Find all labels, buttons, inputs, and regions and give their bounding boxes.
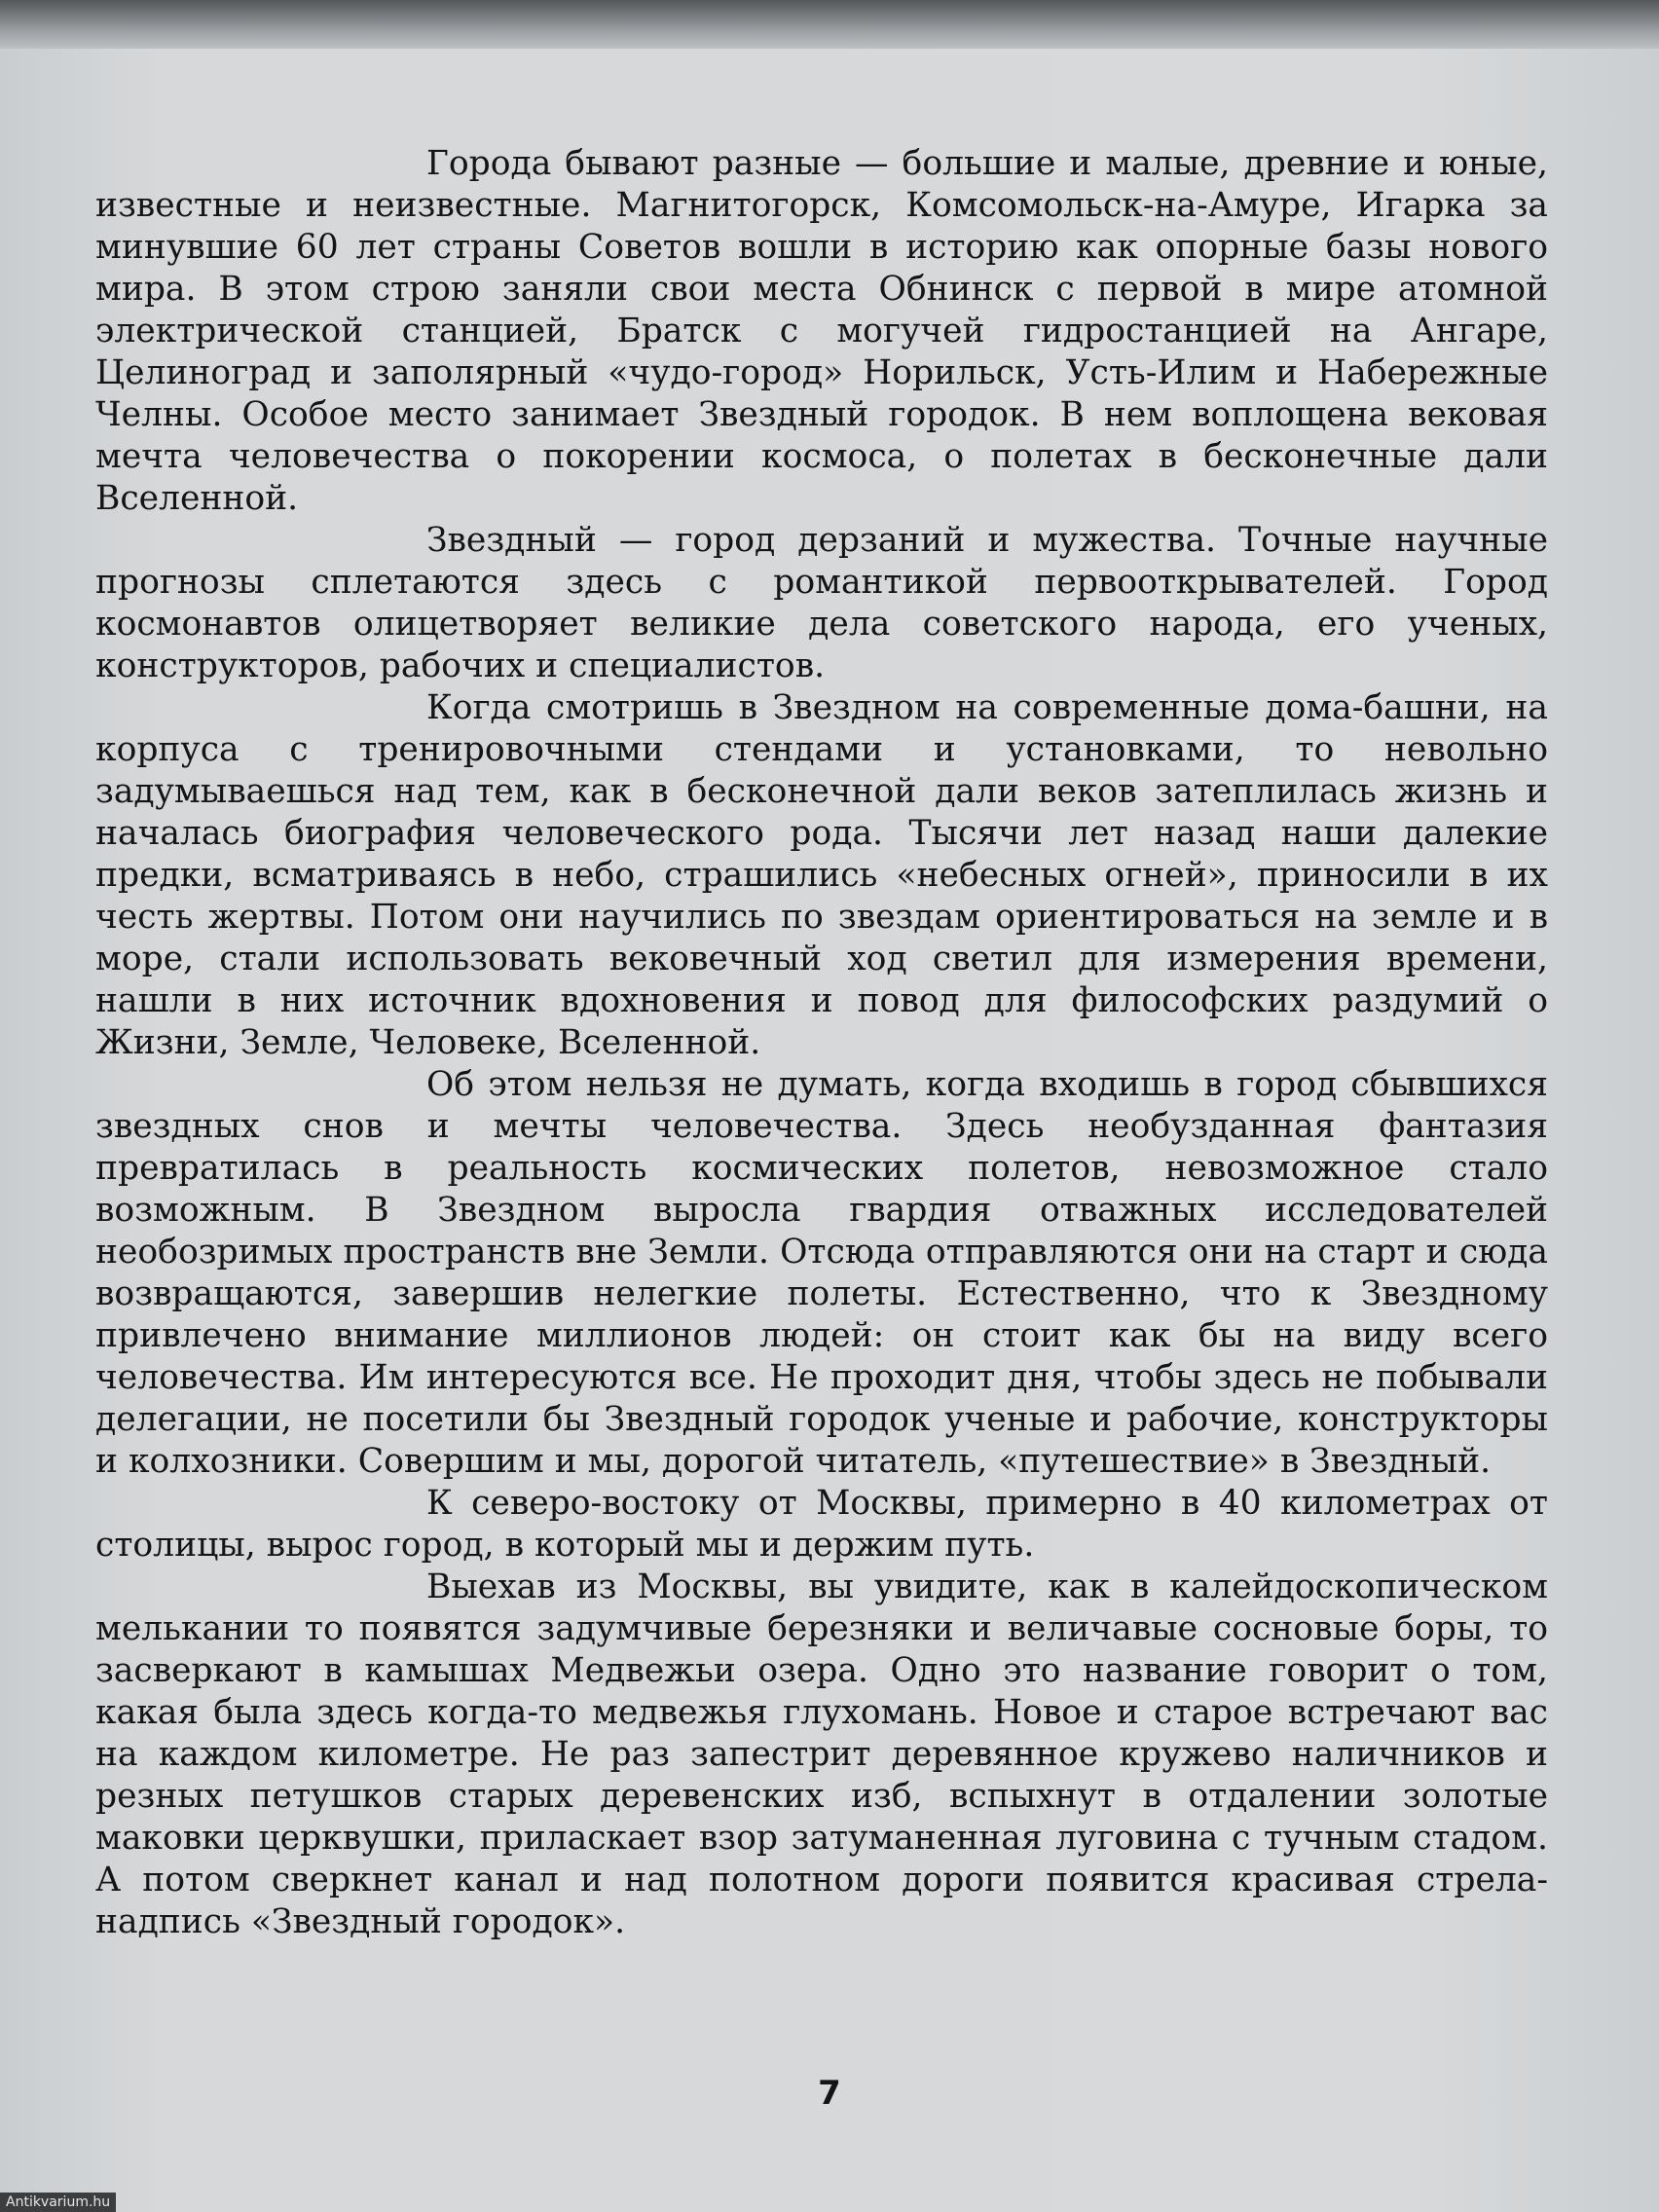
page-number: 7: [818, 2074, 841, 2113]
body-text: [95, 143, 1548, 1943]
paragraph-3: Когда смотришь в Звездном на современные дома-башни, на корпуса с тренировочными стендами и установками, то невольно задумываешься над тем, как в бесконечной дали веков затеплилась жизнь и началась биография человеческого рода. Тысячи лет назад наши далекие предки, всматриваясь в небо, страшились «небесных огней», приносили в их честь жертвы. Потом они научились по звездам ориентироваться на земле и в море, стали использовать вековечный ход светил для измерения времени, нашли в них источник вдохновения и повод для философских раздумий о Жизни, Земле, Человеке, Вселенной.: [95, 688, 1548, 1062]
paragraph-2: Звездный — город дерзаний и мужества. Точные научные прогнозы сплетаются здесь с романтикой первооткрывателей. Город космонавтов олицетворяет великие дела советского народа, его ученых, конструкторов, рабочих и специалистов.: [95, 521, 1548, 685]
watermark-label: Antikvarium.hu: [0, 2193, 116, 2212]
paragraph-4: Об этом нельзя не думать, когда входишь в город сбывшихся звездных снов и мечты человечества. Здесь необузданная фантазия превратилась в реальность космических полетов, невозможное стало возможным. В Звездном выросла гвардия отважных исследователей необозримых пространств вне Земли. Отсюда отправляются они на старт и сюда возвращаются, завершив нелегкие полеты. Естественно, что к Звездному привлечено внимание миллионов людей: он стоит как бы на виду всего человечества. Им интересуются все. Не проходит дня, чтобы здесь не побывали делегации, не посетили бы Звездный городок ученые и рабочие, конструкторы и колхозники. Совершим и мы, дорогой читатель, «путешествие» в Звездный.: [95, 1065, 1548, 1481]
book-page: [0, 49, 1659, 2212]
paragraph-6: Выехав из Москвы, вы увидите, как в калейдоскопическом мелькании то появятся задумчивые березняки и величавые сосновые боры, то засверкают в камышах Медвежьи озера. Одно это название говорит о том, какая была здесь когда-то медвежья глухомань. Новое и старое встречают вас на каждом километре. Не раз запестрит деревянное кружево наличников и резных петушков старых деревенских изб, вспыхнут в отдалении золотые маковки церквушки, приласкает взор затуманенная луговина с тучным стадом. А потом сверкнет канал и над полотном дороги появится красивая стрела-надпись «Звездный городок».: [95, 1567, 1548, 1941]
paragraph-1: Города бывают разные — большие и малые, древние и юные, известные и неизвестные. Магнитогорск, Комсомольск-на-Амуре, Игарка за минувшие 60 лет страны Советов вошли в историю как опорные базы нового мира. В этом строю заняли свои места Обнинск с первой в мире атомной электрической станцией, Братск с могучей гидростанцией на Ангаре, Целиноград и заполярный «чудо-город» Норильск, Усть-Илим и Набережные Челны. Особое место занимает Звездный городок. В нем воплощена вековая мечта человечества о покорении космоса, о полетах в бесконечные дали Вселенной.: [95, 144, 1548, 518]
paragraph-5: К северо-востоку от Москвы, примерно в 40 километрах от столицы, вырос город, в который мы и держим путь.: [95, 1484, 1548, 1565]
